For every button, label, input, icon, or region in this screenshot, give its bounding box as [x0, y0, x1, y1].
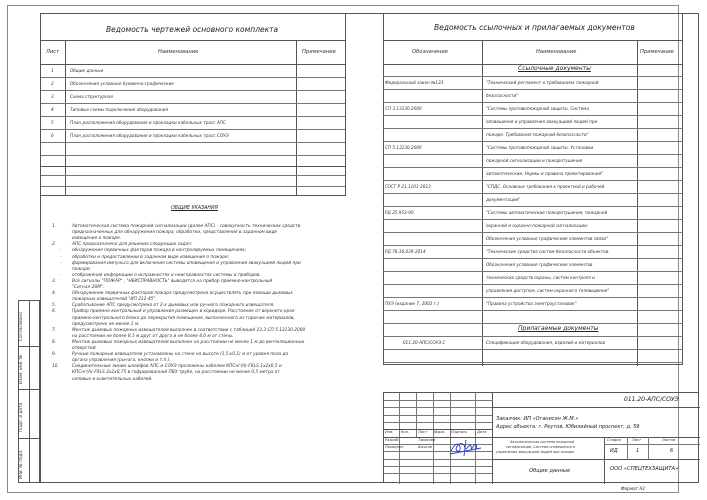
note-number: 5.: [52, 303, 57, 309]
note-text: органа управления (рычага, кнопки и т.п.).: [72, 358, 171, 364]
note-number: 3.: [52, 278, 57, 284]
document-code: 011.20-АПС/СОУЭ: [624, 396, 679, 403]
col-sheet: Лист: [418, 430, 428, 434]
row-divider: [383, 180, 683, 181]
note-text: Соединительные линии шлейфов АПС и СОУЭ проложены кабелем КПСнг(А)-FRLS 1х2х0,5 и: [72, 364, 282, 370]
col-qty: Кол.: [401, 430, 410, 434]
section-heading: Ссылочные документы: [518, 65, 591, 72]
table-row-sheet: 4: [51, 107, 54, 112]
table-row-sheet: 5: [51, 120, 54, 125]
table-row-name: управления доступом, систем охранного телевидения": [486, 288, 610, 293]
note-text: Срабатывание АПС предусмотрено от 2-х дымовых или ручного пожарного извещателя.: [72, 303, 275, 309]
row-divider: [383, 128, 683, 129]
row-divider: [383, 310, 683, 311]
table-row-name: Типовые схемы подключения оборудования: [70, 107, 169, 112]
general-notes-title: ОБЩИЕ УКАЗАНИЯ: [171, 206, 218, 211]
header-note: Примечание: [640, 49, 674, 55]
row-divider: [383, 167, 683, 168]
drawings-list-table: [40, 13, 346, 167]
sheet-title: Общие данные: [529, 468, 571, 474]
note-number: 1.: [52, 224, 57, 229]
object-address: Адрес объекта: г. Реутов, Юбилейный проспект, д. 59: [496, 424, 640, 430]
drawings-list-title: Ведомость чертежей основного комплекта: [106, 25, 279, 34]
sheet-value: 1: [636, 448, 640, 454]
header-sheet: Лист: [46, 49, 60, 55]
table-row-name: технических средств охраны, систем контроля и: [486, 275, 595, 280]
title-block: [383, 392, 699, 483]
row-divider: [383, 232, 683, 233]
side-label-sign-date: Подп. и дата: [19, 402, 24, 432]
header-name: Наименование: [536, 49, 577, 55]
note-text: силовых и осветительных кабелей.: [72, 376, 153, 382]
note-text: Ручные пожарные извещатели установлены на стене на высоте (1,5±0,1) м от уровня пола до: [72, 352, 289, 358]
col-signature: Подпись: [451, 430, 468, 434]
row-divider: [383, 323, 683, 324]
documents-list-title: Ведомость ссылочных и прилагаемых документов: [434, 23, 635, 32]
signature-icon: [448, 437, 484, 457]
table-row-designation: СП 3.13130.2009: [385, 106, 422, 111]
note-number: 2.: [52, 242, 57, 248]
row-divider: [383, 271, 683, 272]
row-divider: [383, 89, 683, 90]
row-divider: [383, 258, 683, 259]
note-text: отображения информации о исправностях и неисправностях системы и приборов.: [72, 272, 261, 278]
table-row-sheet: 1: [51, 68, 54, 73]
table-row-name: План расположения оборудования и прокладки кабельных трасс СОУЭ: [70, 133, 229, 138]
note-text: пожарных извещателей "ИП 212-45".: [72, 297, 157, 303]
table-row-name: "Системы противопожарной защиты. Система: [486, 106, 590, 111]
note-number: 9.: [52, 352, 57, 358]
col-change: Изм.: [385, 430, 394, 434]
note-text: обнаружения первичных факторов пожара в контролируемых помещениях;: [72, 248, 247, 254]
checked-name: Бычков: [418, 445, 432, 449]
table-row-name: оповещения и управления эвакуацией людей при: [486, 119, 598, 124]
table-row-designation: РД 78.36.039-2014: [385, 249, 426, 254]
table-row-sheet: 3: [51, 94, 54, 99]
table-row-name: пожаре. Требования пожарной безопасности": [486, 132, 589, 137]
note-number: 4.: [52, 291, 57, 297]
row-divider: [383, 245, 683, 246]
header-name: Наименование: [158, 49, 199, 55]
paper-format: Формат А3: [621, 486, 645, 491]
note-number: -: [60, 260, 62, 266]
side-label-orig-inv: Инв. № подл.: [19, 449, 24, 479]
table-row-name: Обозначения условные буквенно-графические: [70, 81, 174, 86]
project-name-line-2: сигнализации. Система оповещения и: [506, 445, 575, 449]
row-divider: [383, 154, 683, 155]
note-text: АПС предназначена для решения следующих задач:: [72, 242, 193, 248]
table-row-name: пожарной сигнализации и пожаротушения: [486, 158, 583, 163]
table-row-name: "Правила устройства электроустановок": [486, 301, 577, 306]
note-number: 8.: [52, 339, 57, 345]
note-text: КПСнг(А)-FRLS 2х2х0,75 в гофрированной ПВХ трубе, на расстоянии не менее 0,5 метра от: [72, 370, 280, 376]
note-text: "Сигнал-20М".: [72, 285, 105, 290]
table-row-name: "Системы автоматические пожаротушения, пожарной: [486, 210, 608, 215]
table-row-name: "Технические средства систем безопасности объектов.: [486, 249, 610, 254]
note-text: Прибор приемно-контрольный и управления размещен в коридоре. Расстояние от верхнего края: [72, 309, 295, 315]
row-divider: [383, 141, 683, 142]
table-row-designation: Федеральный закон №123: [385, 80, 444, 85]
header-designation: Обозначение: [412, 49, 448, 55]
table-row-name: План расположения оборудования и прокладки кабельных трасс АПС: [70, 120, 226, 125]
row-divider: [383, 284, 683, 285]
row-divider: [383, 76, 683, 77]
drawings-list-extra-rows: [40, 166, 346, 196]
table-row-designation: 011.20-АПС/СОУЭ.С: [403, 340, 446, 345]
table-row-name: Схема структурная: [70, 94, 113, 99]
note-number: -: [60, 248, 62, 254]
header-note: Примечание: [302, 49, 336, 55]
table-row-name: охранной и охранно-пожарной сигнализации.: [486, 223, 589, 228]
row-divider: [383, 362, 683, 363]
note-text: обработки и предоставлении в заданном виде извещения о пожаре;: [72, 254, 230, 260]
note-text: Автоматическая система пожарной сигнализации (далее АПС) - совокупность технических средств: [72, 224, 301, 229]
note-text: Все сигналы "ПОЖАР" , "НЕИСПРАВНОСТЬ" выводятся на прибор приемно-контрольный: [72, 278, 273, 284]
note-number: 6.: [52, 309, 57, 315]
table-row-name: документации": [486, 197, 521, 202]
project-name-line-3: управления эвакуацией людей при пожаре: [496, 450, 575, 454]
row-divider: [383, 102, 683, 103]
note-text: предусмотрено не менее 1 м.: [72, 321, 140, 327]
note-text: предназначенных для обнаружения пожара, обработки, представления в заданном виде: [72, 230, 278, 236]
note-text: на расстоянии не более 8,5 м друг от друга и не более 4,0 м от стены.: [72, 333, 234, 339]
table-row-name: безопасности": [486, 93, 519, 98]
table-row-name: "Системы противопожарной защиты. Установки: [486, 145, 594, 150]
note-text: извещения о пожаре.: [72, 236, 122, 242]
table-row-designation: РД 25.953-90: [385, 210, 414, 215]
section-heading: Прилагаемые документы: [518, 325, 599, 332]
table-row-designation: ГОСТ Р 21.1101-2013: [385, 184, 431, 189]
row-divider: [383, 193, 683, 194]
table-row-designation: СП 5.13130.2009: [385, 145, 422, 150]
note-number: -: [60, 254, 62, 260]
side-label-approved: Согласовано: [19, 312, 24, 341]
note-number: 7.: [52, 327, 57, 333]
table-row-name: "СПДС. Основные требования к проектной и рабочей: [486, 184, 605, 189]
row-divider: [383, 219, 683, 220]
table-row-name: Обозначения условные графические элементов: [486, 262, 593, 267]
note-text: формирования импульса для включения системы оповещения и управления эвакуацией людей при: [72, 260, 301, 266]
col-date: Дата: [477, 430, 487, 434]
stage-label: Стадия: [607, 438, 621, 442]
company-name: ООО «СПЕЦТЕХЗАЩИТА»: [610, 466, 679, 472]
customer: Заказчик: ИП «Оганисян Ж.М.»: [496, 416, 579, 422]
side-label-replaced-inv: Взам. инв. №: [19, 354, 24, 384]
row-divider: [383, 297, 683, 298]
table-row-name: автоматические. Нормы и правила проектирования": [486, 171, 604, 176]
note-text: приемно-контрольного блока до перекрытия помещения, выполненного из горючих материалов,: [72, 315, 295, 321]
note-text: Монтаж дымовых пожарных извещателей выполнен в соответствии с таблицей 13.3 СП 5.13130.2009: [72, 327, 306, 333]
table-row-name: Спецификация оборудования, изделий и материалов: [486, 340, 605, 345]
note-number: 10.: [52, 364, 59, 370]
checked-label: Проверил: [385, 445, 404, 449]
note-number: -: [60, 272, 62, 278]
side-approval-stamp: [18, 300, 40, 483]
sheets-value: 6: [670, 448, 674, 454]
note-text: отверстий.: [72, 346, 97, 351]
col-doc: №док.: [434, 430, 446, 434]
developed-name: Тарасова: [418, 438, 436, 442]
row-divider: [383, 206, 683, 207]
row-divider: [383, 349, 683, 350]
stage-value: ИД: [610, 448, 618, 454]
table-row-name: Общие данные: [70, 68, 104, 73]
table-row-sheet: 2: [51, 81, 54, 86]
sheets-label: Листов: [662, 438, 676, 442]
table-row-name: Обозначения условные графические элементов связи": [486, 236, 608, 241]
row-divider: [383, 115, 683, 116]
sheet-label: Лист: [632, 438, 642, 442]
row-divider: [383, 336, 683, 337]
note-text: Монтаж дымовых пожарных извещателей выполнен на расстоянии не менее 1 м до вентиляционных: [72, 339, 305, 345]
table-row-designation: ПУЭ (издание 7, 2002 г.): [385, 301, 439, 306]
note-text: Обнаружение первичных факторов пожара предусмотрено осуществлять при помощи дымовых: [72, 291, 293, 297]
developed-label: Разраб.: [385, 438, 400, 442]
note-text: пожаре;: [72, 266, 91, 272]
table-row-sheet: 6: [51, 133, 54, 138]
project-name-line-1: Автоматическая система пожарной: [510, 440, 575, 444]
table-row-name: "Технический регламент о требованиях пожарной: [486, 80, 599, 85]
